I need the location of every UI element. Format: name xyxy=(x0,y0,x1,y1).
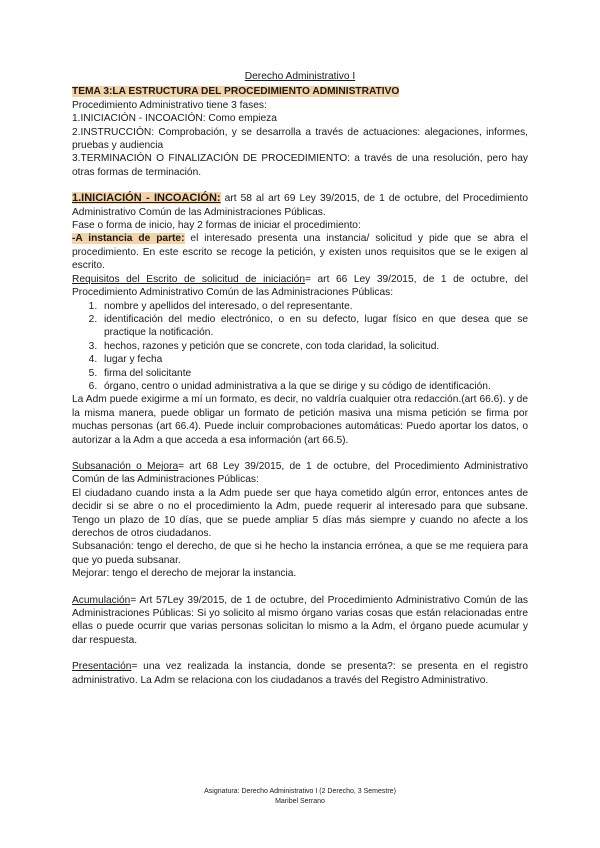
requisitos-paragraph xyxy=(72,273,528,300)
phase-item: 1.INICIACIÓN - INCOACIÓN: Como empieza xyxy=(72,113,277,125)
spacer xyxy=(72,447,528,460)
acumulacion-label: Acumulación xyxy=(72,594,131,606)
phase-item: 3.TERMINACIÓN O FINALIZACIÓN DE PROCEDIMIENTO: a través de una resolución, pero hay otras formas de terminación. xyxy=(72,153,528,178)
spacer xyxy=(72,647,528,660)
list-item: 5. firma del solicitante xyxy=(100,367,528,380)
subsanacion-p1: El ciudadano cuando insta a la Adm puede ser que haya cometido algún error, entonces antes de decidir si se abre o no el procedimiento la Adm, puede requerir al interesado para que subsane. Tengo un plazo de 10 días, que se puede ampliar 5 días más siempre y cuando no afecte a los derechos de otros ciudadanos. xyxy=(72,487,528,539)
requisitos-label: Requisitos del Escrito de solicitud de iniciación xyxy=(72,273,305,285)
presentacion-text: = una vez realizada la instancia, donde se presenta?: se presenta en el registro administrativo. La Adm se relaciona con los ciudadanos a través del Registro Administrativo. xyxy=(72,661,528,686)
initiation-heading-text: art 58 al art 69 Ley 39/2015, de 1 de octubre, del Procedimiento Administrativo Común de las Administraciones Públicas. xyxy=(72,193,528,218)
topic-highlight: TEMA 3:LA ESTRUCTURA DEL PROCEDIMIENTO ADMINISTRATIVO xyxy=(72,86,400,98)
subsanacion-text: = art 68 Ley 39/2015, de 1 de octubre, del Procedimiento Administrativo Común de las Administraciones Públicas: xyxy=(72,460,528,486)
phase-item: 2.INSTRUCCIÓN: Comprobación, y se desarrolla a través de actuaciones: alegaciones, informes, pruebas y audiencia xyxy=(72,126,528,152)
intro-text: Procedimiento Administrativo tiene 3 fases: xyxy=(72,99,267,111)
subsanacion-p3: Mejorar: tengo el derecho de mejorar la instancia. xyxy=(72,568,297,580)
topic-heading xyxy=(72,85,528,98)
document-body xyxy=(72,70,528,687)
requisitos-list xyxy=(72,300,528,394)
subsanacion-paragraph xyxy=(72,460,528,487)
presentacion-paragraph xyxy=(72,660,528,687)
forms-text: Fase o forma de inicio, hay 2 formas de iniciar el procedimiento: xyxy=(72,220,361,232)
list-item: 2. identificación del medio electrónico, o en su defecto, lugar físico en que desea que se practique la notificación. xyxy=(100,313,528,340)
list-item: 4. lugar y fecha xyxy=(100,353,528,366)
page-footer xyxy=(0,787,600,807)
spacer xyxy=(72,581,528,594)
instancia-label: -A instancia de parte: xyxy=(72,233,185,245)
requisitos-text: = art 66 Ley 39/2015, de 1 de octubre, del Procedimiento Administrativo Común de las Administraciones Públicas: xyxy=(72,273,528,299)
subsanacion-label: Subsanación o Mejora xyxy=(72,460,179,472)
instancia-text: el interesado presenta una instancia/ solicitud y pide que se abra el procedimiento. En este escrito se recoge la petición, y existen unos requisitos que se le exigen al escrito. xyxy=(72,233,528,272)
footer-subject: Asignatura: Derecho Administrativo I (2 Derecho, 3 Semestre) xyxy=(204,788,396,795)
list-item: 6. órgano, centro o unidad administrativa a la que se dirige y su código de identificación. xyxy=(100,380,528,393)
document-title: Derecho Administrativo I xyxy=(244,71,356,82)
formato-paragraph: La Adm puede exigirme a mí un formato, es decir, no valdría cualquier otra redacción.(art 66.6). y de la misma manera, puede obligar un formato de petición masiva una misma petición se firma por muchas personas (art 66.4). Puede incluir comprobaciones automáticas: Puedo aportar los datos, o autorizar a la Adm a que acceda a esa información (art 66.5). xyxy=(72,394,528,446)
presentacion-label: Presentación xyxy=(72,661,132,673)
spacer xyxy=(72,179,528,192)
initiation-paragraph xyxy=(72,192,528,219)
instancia-paragraph xyxy=(72,232,528,272)
subsanacion-p2: Subsanación: tengo el derecho, de que si he hecho la instancia errónea, a que se me requiera para que yo pueda subsanar. xyxy=(72,541,528,566)
acumulacion-paragraph xyxy=(72,594,528,648)
list-item: 3. hechos, razones y petición que se concrete, con toda claridad, la solicitud. xyxy=(100,340,528,353)
initiation-heading: 1.INICIACIÓN - INCOACIÓN: xyxy=(72,192,221,205)
list-item: 1. nombre y apellidos del interesado, o del representante. xyxy=(100,300,528,313)
footer-author: Maribel Serrano xyxy=(275,798,325,805)
acumulacion-text: = Art 57Ley 39/2015, de 1 de octubre, del Procedimiento Administrativo Común de las Administraciones Públicas: Si yo solicito al mismo órgano varias cosas que están relacionadas entre ellas o puede ocurrir que varias personas solicitan lo mismo a la Adm, el órgano puede acumular y dar respuesta. xyxy=(72,594,528,646)
